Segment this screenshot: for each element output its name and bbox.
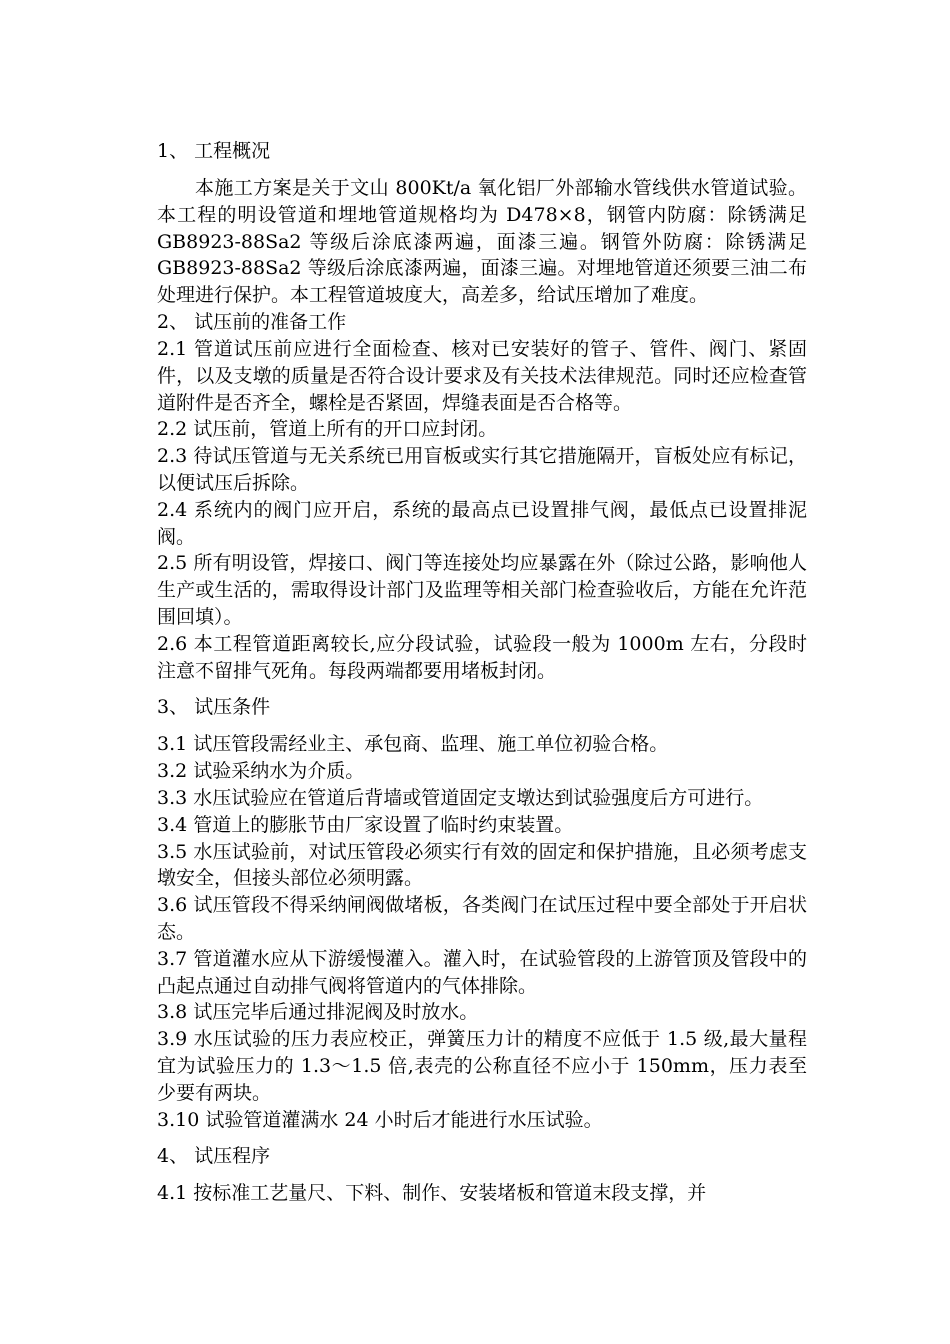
section-1-heading: 1、 工程概况 (157, 140, 271, 162)
section-3-item-3-7: 3.7 管道灌水应从下游缓慢灌入。灌入时，在试验管段的上游管顶及管段中的凸起点通过自动排气阀将管道内的气体排除。 (157, 947, 807, 997)
section-4-item-4-1: 4.1 按标准工艺量尺、下料、制作、安装堵板和管道末段支撑，并 (157, 1182, 707, 1205)
section-2-item-2-2: 2.2 试压前，管道上所有的开口应封闭。 (157, 418, 498, 441)
section-3-heading: 3、 试压条件 (157, 696, 271, 719)
section-3-item-3-3: 3.3 水压试验应在管道后背墙或管道固定支墩达到试验强度后方可进行。 (157, 786, 764, 809)
section-2-heading: 2、 试压前的准备工作 (157, 310, 347, 333)
section-3-item-3-10: 3.10 试验管道灌满水 24 小时后才能进行水压试验。 (157, 1108, 603, 1131)
section-2-item-2-4: 2.4 系统内的阀门应开启，系统的最高点已设置排气阀，最低点已设置排泥阀。 (157, 498, 807, 548)
section-2-item-2-3: 2.3 待试压管道与无关系统已用盲板或实行其它措施隔开，盲板处应有标记，以便试压后拆除。 (157, 445, 807, 494)
section-2-item-2-5: 2.5 所有明设管，焊接口、阀门等连接处均应暴露在外（除过公路，影响他人生产或生活的，需取得设计部门及监理等相关部门检查验收后，方能在允许范围回填）。 (157, 552, 807, 628)
section-3-item-3-5: 3.5 水压试验前，对试压管段必须实行有效的固定和保护措施，且必须考虑支墩安全，但接头部位必须明露。 (157, 840, 807, 890)
section-3-item-3-6: 3.6 试压管段不得采纳闸阀做堵板，各类阀门在试压过程中要全部处于开启状态。 (157, 894, 807, 943)
section-2-item-2-1: 2.1 管道试压前应进行全面检查、核对已安装好的管子、管件、阀门、紧固件，以及支墩的质量是否符合设计要求及有关技术法律规范。同时还应检查管道附件是否齐全，螺栓是否紧固，焊缝表面是否合格等。 (157, 337, 807, 414)
document-page (157, 138, 807, 1207)
section-3-item-3-2: 3.2 试验采纳水为介质。 (157, 760, 365, 783)
section-4-heading: 4、 试压程序 (157, 1145, 271, 1168)
section-3-item-3-1: 3.1 试压管段需经业主、承包商、监理、施工单位初验合格。 (157, 733, 669, 756)
section-1-paragraph-1: 本施工方案是关于文山 800Kt/a 氧化铝厂外部输水管线供水管道试验。本工程的明设管道和埋地管道规格均为 D478×8，钢管内防腐：除锈满足 GB8923-88Sa2 等级后涂底漆两遍，面漆三遍。钢管外防腐：除锈满足 GB8923-88Sa2 等级后涂底漆两遍，面漆三遍。对埋地管道还须要三油二布处理进行保护。本工程管道坡度大，高差多，给试压增加了难度。 (157, 177, 807, 307)
section-3-item-3-8: 3.8 试压完毕后通过排泥阀及时放水。 (157, 1001, 479, 1024)
section-3-item-3-4: 3.4 管道上的膨胀节由厂家设置了临时约束装置。 (157, 813, 574, 836)
section-3-item-3-9: 3.9 水压试验的压力表应校正，弹簧压力计的精度不应低于 1.5 级,最大量程宜为试验压力的 1.3～1.5 倍,表壳的公称直径不应小于 150mm，压力表至少要有两块。 (157, 1028, 807, 1104)
section-2-item-2-6: 2.6 本工程管道距离较长,应分段试验，试验段一般为 1000m 左右，分段时注意不留排气死角。每段两端都要用堵板封闭。 (157, 632, 807, 682)
